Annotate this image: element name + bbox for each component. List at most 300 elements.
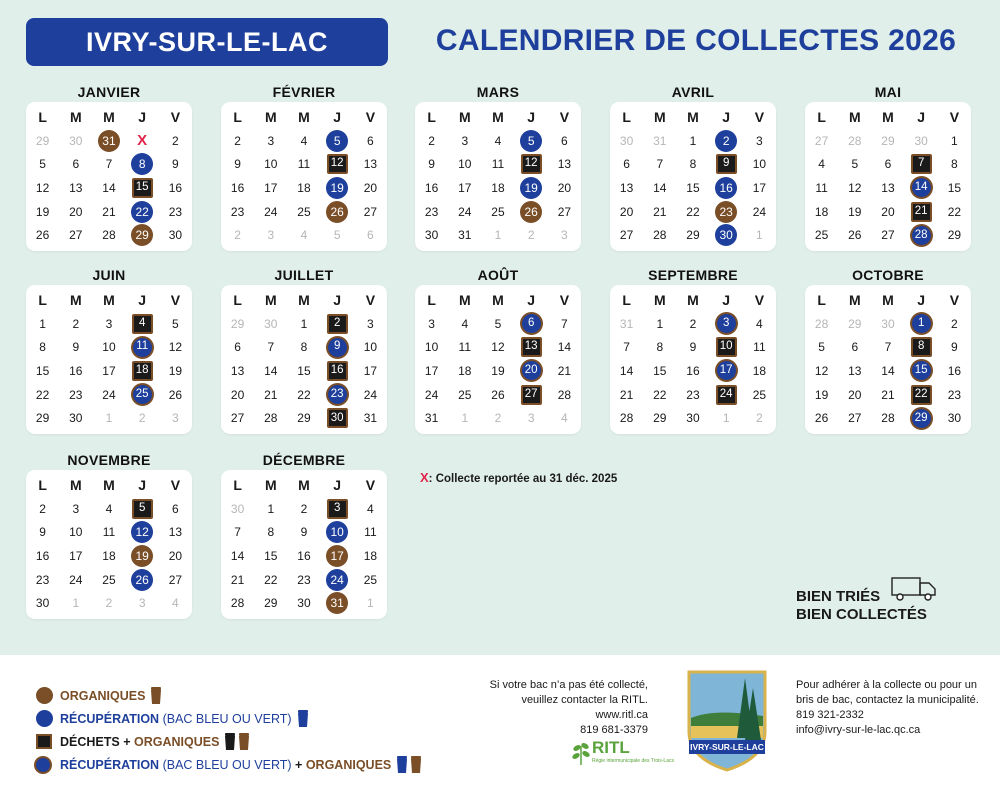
dechets-organiques-collection-day: 22 (911, 385, 932, 405)
day-number: 5 (494, 316, 502, 331)
day-number: 6 (561, 133, 568, 148)
weekday-label: L (817, 291, 826, 308)
day-cell (676, 223, 709, 247)
day-cell (448, 200, 481, 224)
month-grid (805, 102, 971, 251)
day-cell (59, 152, 92, 176)
day-number: 17 (424, 363, 439, 378)
day-number-outside-month: 5 (333, 228, 341, 243)
recuperation-collection-day: 30 (715, 224, 737, 246)
day-cell (676, 129, 709, 153)
weekday-label: L (427, 291, 436, 308)
weekday-label: J (333, 476, 342, 493)
day-number: 17 (102, 363, 116, 378)
day-cell (548, 312, 581, 336)
week-row (805, 312, 971, 336)
day-number: 29 (686, 228, 700, 243)
day-number: 24 (363, 387, 378, 402)
day-number: 1 (689, 133, 697, 148)
weekday-label: M (882, 108, 894, 125)
day-cell (710, 406, 743, 430)
day-cell (905, 359, 938, 383)
weekday-label: J (917, 108, 926, 125)
month-grid (805, 285, 971, 434)
day-number: 28 (230, 596, 245, 611)
day-number: 2 (234, 133, 241, 148)
day-number: 6 (172, 501, 179, 516)
month-grid (221, 285, 387, 434)
day-number: 15 (947, 180, 962, 195)
ritl-phone: 819 681-3379 (580, 724, 648, 736)
day-cell (26, 406, 59, 430)
weekday-label: L (622, 108, 631, 125)
recuperation-organiques-collection-day: 11 (133, 338, 152, 357)
day-cell (905, 223, 938, 247)
day-number: 27 (168, 572, 183, 587)
day-cell (415, 129, 448, 153)
day-number-outside-month: 29 (881, 133, 895, 148)
day-number: 23 (297, 572, 311, 587)
day-number: 15 (35, 363, 50, 378)
day-number: 11 (102, 525, 116, 540)
dechets-organiques-collection-day: 2 (327, 314, 348, 334)
day-number: 11 (491, 157, 505, 172)
day-cell (26, 152, 59, 176)
day-number-outside-month: 1 (461, 411, 469, 426)
day-number: 24 (458, 204, 472, 219)
day-cell (710, 312, 743, 336)
ritl-logo-name: RITL (592, 738, 630, 757)
day-cell (515, 176, 548, 200)
week-row (26, 335, 192, 359)
month-name: JANVIER (77, 84, 141, 100)
day-cell (871, 312, 904, 336)
weekday-label: L (38, 108, 47, 125)
day-cell (805, 383, 838, 407)
day-number: 7 (884, 340, 892, 355)
weekday-label: J (333, 108, 342, 125)
day-number: 16 (35, 548, 50, 563)
day-number: 8 (267, 525, 275, 540)
day-cell (743, 383, 776, 407)
day-cell (26, 200, 59, 224)
weekday-header (26, 105, 192, 129)
day-number: 25 (752, 387, 767, 402)
day-number: 20 (619, 204, 634, 219)
day-number: 17 (69, 548, 83, 563)
day-number: 26 (35, 228, 50, 243)
day-cell (287, 520, 320, 544)
day-number: 4 (367, 501, 374, 516)
day-number: 11 (297, 157, 311, 172)
day-cell (159, 176, 192, 200)
day-number: 17 (363, 363, 378, 378)
day-cell (92, 406, 125, 430)
day-cell (481, 383, 514, 407)
day-cell (710, 383, 743, 407)
day-cell (92, 200, 125, 224)
day-cell (287, 568, 320, 592)
dechets-organiques-collection-day: 30 (327, 408, 348, 428)
weekday-label: M (69, 291, 82, 308)
weekday-label: L (427, 108, 436, 125)
day-number: 14 (881, 363, 895, 378)
day-number: 16 (686, 363, 700, 378)
day-cell (126, 568, 159, 592)
day-cell (676, 335, 709, 359)
day-number-outside-month: 29 (230, 316, 245, 331)
day-number: 21 (881, 387, 895, 402)
day-cell (743, 312, 776, 336)
day-cell (92, 176, 125, 200)
day-number: 15 (686, 180, 700, 195)
month-grid (26, 470, 192, 619)
day-number: 19 (35, 204, 50, 219)
day-number: 18 (491, 180, 505, 195)
weekday-label: L (38, 291, 47, 308)
dechets-organiques-collection-day: 15 (132, 178, 153, 198)
day-cell (515, 383, 548, 407)
day-number: 30 (686, 411, 700, 426)
day-number-outside-month: 27 (814, 133, 829, 148)
day-number: 28 (557, 387, 572, 402)
day-number: 1 (39, 316, 46, 331)
day-cell (59, 406, 92, 430)
day-cell (92, 497, 125, 521)
day-cell (643, 152, 676, 176)
day-cell (26, 591, 59, 615)
day-number: 11 (815, 180, 828, 195)
weekday-label: V (170, 108, 181, 125)
day-number-outside-month: 1 (72, 596, 80, 611)
day-cell (938, 383, 971, 407)
month-3 (415, 82, 581, 251)
weekday-label: M (687, 108, 699, 125)
day-number: 24 (102, 387, 116, 402)
municipality-contact-line2: bris de bac, contactez la municipalité. (796, 694, 979, 706)
organiques-collection-day: 19 (131, 545, 153, 567)
day-cell (743, 335, 776, 359)
day-cell (515, 129, 548, 153)
organiques-collection-day: 17 (326, 545, 348, 567)
municipality-phone: 819 321-2332 (796, 709, 864, 721)
day-cell (287, 176, 320, 200)
day-cell (871, 406, 904, 430)
week-row (26, 497, 192, 521)
day-number-outside-month: 3 (527, 411, 535, 426)
day-cell (354, 312, 387, 336)
recuperation-collection-day: 8 (131, 153, 153, 175)
weekday-label: M (264, 108, 277, 125)
day-number: 28 (102, 228, 116, 243)
day-cell (643, 223, 676, 247)
day-number: 25 (814, 228, 829, 243)
day-cell (610, 176, 643, 200)
day-cell (743, 359, 776, 383)
weekday-label: M (264, 291, 277, 308)
day-cell (805, 406, 838, 430)
day-number: 7 (561, 316, 568, 331)
day-number: 23 (424, 204, 439, 219)
day-number: 10 (424, 340, 439, 355)
day-number: 5 (818, 340, 825, 355)
weekday-header (221, 105, 387, 129)
day-number: 19 (848, 204, 862, 219)
day-number: 6 (623, 157, 630, 172)
week-row (415, 152, 581, 176)
municipality-email-link[interactable]: info@ivry-sur-le-lac.qc.ca (796, 724, 921, 736)
day-cell (287, 383, 320, 407)
day-cell (221, 176, 254, 200)
day-cell (710, 152, 743, 176)
dechets-organiques-collection-day: 21 (911, 202, 932, 222)
day-number: 30 (168, 228, 183, 243)
day-cell (254, 312, 287, 336)
legend-recuperation-organiques: RÉCUPÉRATION (BAC BLEU OU VERT) + ORGANIQUES (36, 753, 422, 776)
day-number-outside-month: 2 (527, 228, 535, 243)
day-number-outside-month: 2 (105, 596, 113, 611)
day-cell (938, 176, 971, 200)
day-cell (354, 223, 387, 247)
weekday-label: J (527, 108, 536, 125)
day-number: 9 (300, 525, 308, 540)
day-cell (287, 335, 320, 359)
blue-circle-icon (36, 710, 53, 727)
day-number: 8 (39, 340, 46, 355)
day-number: 16 (168, 180, 183, 195)
day-number: 27 (881, 228, 895, 243)
day-cell (415, 359, 448, 383)
day-cell (221, 312, 254, 336)
day-number: 10 (69, 525, 83, 540)
day-number: 17 (458, 180, 472, 195)
day-number: 23 (947, 387, 962, 402)
day-number: 7 (656, 157, 664, 172)
week-row (26, 152, 192, 176)
day-cell (254, 383, 287, 407)
day-cell (743, 176, 776, 200)
month-9 (610, 265, 776, 434)
day-number: 14 (102, 180, 116, 195)
day-cell (59, 223, 92, 247)
day-cell (321, 359, 354, 383)
day-cell (354, 406, 387, 430)
day-cell (354, 568, 387, 592)
day-number: 13 (230, 363, 245, 378)
day-number: 8 (689, 157, 697, 172)
day-number: 6 (234, 340, 241, 355)
week-row (415, 200, 581, 224)
day-cell (710, 335, 743, 359)
weekday-label: V (365, 476, 376, 493)
recuperation-collection-day: 5 (326, 130, 348, 152)
day-cell (805, 359, 838, 383)
week-row (26, 406, 192, 430)
week-row (26, 383, 192, 407)
day-number: 31 (363, 411, 378, 426)
week-row (415, 359, 581, 383)
day-number-outside-month: 2 (234, 228, 241, 243)
month-6 (26, 265, 192, 434)
month-name: MAI (874, 84, 902, 100)
day-number: 21 (264, 387, 278, 402)
dechets-organiques-collection-day: 12 (521, 154, 542, 174)
day-cell (743, 152, 776, 176)
day-cell (871, 359, 904, 383)
week-row (26, 568, 192, 592)
dechets-organiques-collection-day: 3 (327, 499, 348, 519)
day-number: 10 (102, 340, 116, 355)
month-grid (415, 102, 581, 251)
day-cell (254, 591, 287, 615)
day-cell (92, 544, 125, 568)
weekday-label: V (754, 291, 765, 308)
day-cell (676, 383, 709, 407)
day-number: 26 (168, 387, 183, 402)
day-cell (321, 406, 354, 430)
day-cell (805, 200, 838, 224)
day-cell (221, 359, 254, 383)
week-row (610, 152, 776, 176)
day-number: 23 (168, 204, 183, 219)
day-cell (676, 176, 709, 200)
brown-bin-icon (238, 733, 250, 750)
day-cell (92, 359, 125, 383)
weekday-label: M (687, 291, 699, 308)
day-number: 25 (458, 387, 472, 402)
day-cell (59, 335, 92, 359)
weekday-label: M (848, 291, 861, 308)
day-cell (676, 312, 709, 336)
weekday-header (805, 288, 971, 312)
municipality-badge: IVRY-SUR-LE-LAC (26, 18, 388, 66)
day-cell (481, 223, 514, 247)
day-cell (126, 520, 159, 544)
day-number: 9 (72, 340, 80, 355)
day-number: 26 (814, 411, 829, 426)
blue-bin-icon (297, 710, 309, 727)
month-name: MARS (476, 84, 520, 100)
day-cell (548, 406, 581, 430)
day-cell (481, 406, 514, 430)
weekday-label: M (653, 108, 666, 125)
day-number: 13 (881, 180, 895, 195)
day-number-outside-month: 28 (848, 133, 862, 148)
weekday-label: M (298, 291, 310, 308)
day-cell (59, 591, 92, 615)
day-cell (321, 223, 354, 247)
day-cell (354, 497, 387, 521)
day-cell (548, 335, 581, 359)
day-cell (415, 176, 448, 200)
dechets-organiques-collection-day: 7 (911, 154, 932, 174)
day-cell (26, 520, 59, 544)
day-cell (254, 544, 287, 568)
dechets-organiques-collection-day: 5 (132, 499, 153, 519)
day-number: 18 (458, 363, 472, 378)
day-number: 25 (491, 204, 505, 219)
day-number: 15 (264, 548, 278, 563)
day-cell (254, 152, 287, 176)
day-number: 15 (297, 363, 311, 378)
week-row (415, 176, 581, 200)
day-number: 7 (105, 157, 113, 172)
day-number-outside-month: 6 (367, 228, 374, 243)
day-number: 25 (297, 204, 311, 219)
day-cell (287, 406, 320, 430)
week-row (805, 223, 971, 247)
day-cell (159, 312, 192, 336)
day-cell (805, 129, 838, 153)
weekday-label: V (559, 108, 570, 125)
day-number: 1 (656, 316, 664, 331)
day-cell (221, 200, 254, 224)
municipality-logo-text: IVRY-SUR-LE-LAC (690, 742, 764, 752)
day-number-outside-month: 30 (881, 316, 895, 331)
day-cell (287, 359, 320, 383)
ritl-website-link[interactable]: www.ritl.ca (595, 709, 648, 721)
day-cell (254, 200, 287, 224)
day-number: 21 (619, 387, 634, 402)
day-cell (610, 406, 643, 430)
blue-ringed-circle-icon (36, 758, 50, 772)
day-cell (354, 544, 387, 568)
day-cell (126, 335, 159, 359)
day-cell (548, 359, 581, 383)
day-cell (938, 200, 971, 224)
day-cell (610, 359, 643, 383)
day-cell (710, 176, 743, 200)
day-cell (643, 406, 676, 430)
day-number: 19 (491, 363, 505, 378)
ritl-leaf-icon (570, 738, 592, 766)
day-cell (26, 335, 59, 359)
week-row (221, 406, 387, 430)
dechets-organiques-collection-day: 8 (911, 337, 932, 357)
day-cell (287, 544, 320, 568)
day-cell (805, 312, 838, 336)
weekday-label: M (492, 291, 504, 308)
day-number: 6 (72, 157, 80, 172)
day-cell (254, 223, 287, 247)
day-cell (676, 359, 709, 383)
day-number: 16 (230, 180, 245, 195)
day-cell (321, 312, 354, 336)
day-cell (548, 383, 581, 407)
day-cell (415, 200, 448, 224)
weekday-label: V (754, 108, 765, 125)
dechets-organiques-collection-day: 9 (716, 154, 737, 174)
day-cell (676, 200, 709, 224)
week-row (221, 497, 387, 521)
day-number-outside-month: 3 (138, 596, 146, 611)
day-cell (871, 129, 904, 153)
day-number: 21 (557, 363, 572, 378)
week-row (26, 312, 192, 336)
day-number: 20 (168, 548, 183, 563)
day-cell (448, 312, 481, 336)
day-cell (643, 383, 676, 407)
day-cell (254, 176, 287, 200)
day-number-outside-month: 4 (561, 411, 568, 426)
month-grid (221, 102, 387, 251)
organiques-collection-day: 31 (326, 592, 348, 614)
day-cell (838, 176, 871, 200)
day-cell (515, 335, 548, 359)
day-cell (938, 406, 971, 430)
day-cell (610, 129, 643, 153)
day-cell (159, 359, 192, 383)
